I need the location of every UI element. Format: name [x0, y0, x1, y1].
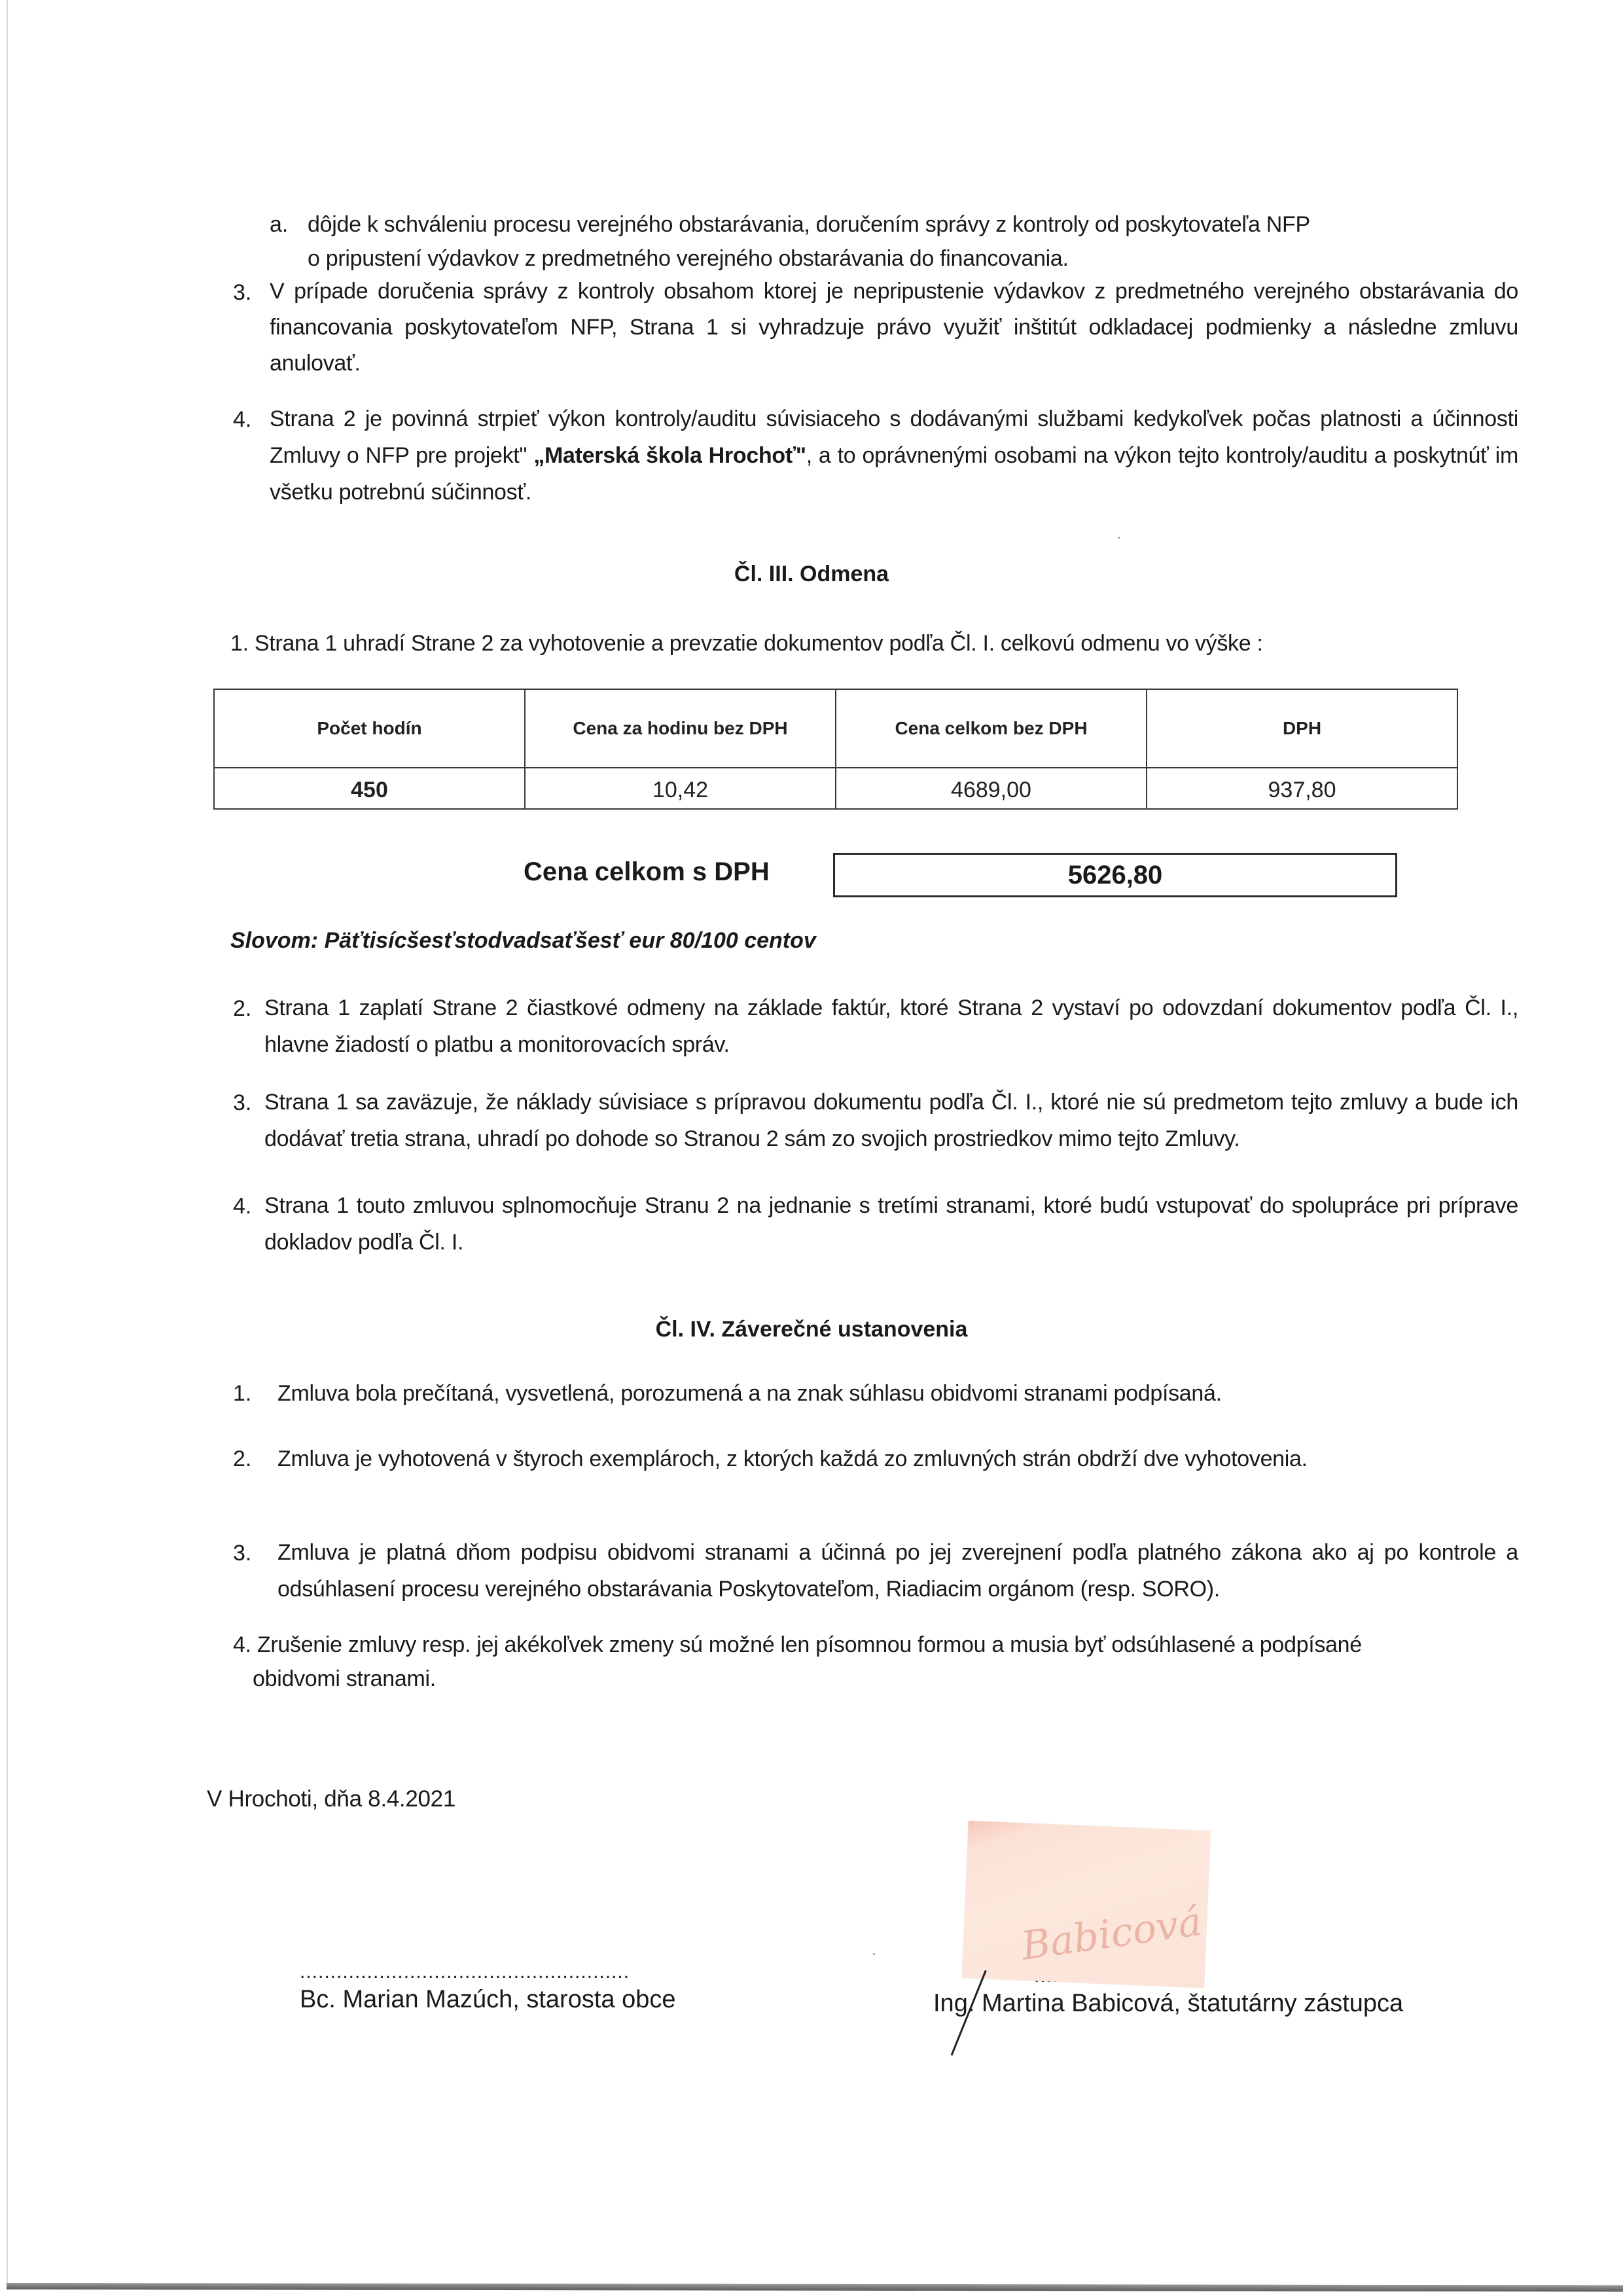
article4-heading: Čl. IV. Záverečné ustanovenia	[655, 1317, 968, 1342]
article3-heading: Čl. III. Odmena	[734, 562, 889, 586]
header-total-without-vat: Cena celkom bez DPH	[836, 689, 1147, 768]
scan-speck	[873, 1953, 875, 1955]
scan-speck	[1118, 537, 1120, 539]
article3-item4-text: Strana 1 touto zmluvou splnomocňuje Stranu 2 na jednanie s tretími stranami, ktoré budú vstupovať do spolupráce pri príprave dokladov podľa Čl. I.	[264, 1193, 1518, 1255]
article4-item3-text: Zmluva je platná dňom podpisu obidvomi stranami a účinná po jej zverejnení podľa platného zákona ako aj po kontrole a odsúhlasení procesu verejného obstarávania Poskytovateľom, Riadiacim orgánom (resp. SORO).	[277, 1540, 1518, 1602]
right-signatory-name: Ing. Martina Babicová, štatutárny zástupca	[933, 1990, 1404, 2017]
item4-text-before: Strana 2 je povinná strpieť výkon kontroly/auditu súvisiaceho s dodávanými službami kedykoľvek počas platnosti a účinnosti Zmluvy o NFP pre projekt"	[270, 406, 1518, 468]
price-table-header-row	[214, 689, 1457, 768]
article4-item1-text: Zmluva bola prečítaná, vysvetlená, porozumená a na znak súhlasu obidvomi stranami podpísaná.	[277, 1381, 1222, 1406]
list-marker-a: a.	[270, 212, 289, 237]
header-hours: Počet hodín	[214, 689, 525, 768]
handwritten-signature: Babicová	[1018, 1899, 1205, 1969]
list-marker-3: 3.	[233, 1541, 252, 1566]
article4-item4-line2: obidvomi stranami.	[253, 1666, 436, 1691]
total-with-vat-label: Cena celkom s DPH	[524, 857, 770, 886]
header-vat: DPH	[1147, 689, 1457, 768]
item4-text-after: , a to oprávnenými osobami na výkon tejto kontroly/auditu a poskytnúť im všetku potrebnú súčinnosť.	[270, 443, 1518, 505]
value-total-without-vat: 4689,00	[836, 768, 1147, 809]
article3-item2-text: Strana 1 zaplatí Strane 2 čiastkové odmeny na základe faktúr, ktoré Strana 2 vystaví po odovzdaní dokumentov podľa Čl. I., hlavne žiadostí o platbu a monitorovacích správ.	[264, 996, 1518, 1057]
value-hours: 450	[214, 768, 525, 809]
list-marker-1: 1.	[233, 1381, 252, 1406]
list-marker-3: 3.	[233, 280, 252, 305]
price-table	[213, 689, 1458, 810]
list-marker-4: 4.	[233, 407, 252, 432]
article3-item1: 1. Strana 1 uhradí Strane 2 za vyhotovenie a prevzatie dokumentov podľa Čl. I. celkovú odmenu vo výške :	[230, 631, 1263, 656]
amount-in-words: Slovom: Päťtisícšesťstodvadsaťšesť eur 80/100 centov	[230, 928, 816, 953]
value-price-per-hour: 10,42	[525, 768, 836, 809]
left-signatory-name: Bc. Marian Mazúch, starosta obce	[300, 1986, 676, 2013]
signature-line-left: ......................................................	[300, 1961, 630, 1982]
scan-left-edge	[7, 0, 8, 2286]
article3-item3-text: Strana 1 sa zaväzuje, že náklady súvisiace s prípravou dokumentu podľa Čl. I., ktoré nie sú predmetom tejto zmluvy a bude ich dodávať tretia strana, uhradí po dohode so Stranou 2 sám zo svojich prostriedkov mimo tejto Zmluvy.	[264, 1090, 1518, 1151]
place-and-date: V Hrochoti, dňa 8.4.2021	[207, 1786, 456, 1812]
project-name: „Materská škola Hrochoť"	[533, 443, 806, 468]
total-with-vat-value: 5626,80	[833, 853, 1397, 897]
header-price-per-hour: Cena za hodinu bez DPH	[525, 689, 836, 768]
scan-bottom-edge-shadow	[7, 2283, 1623, 2291]
article4-item4-line1: 4. Zrušenie zmluvy resp. jej akékoľvek zmeny sú možné len písomnou formou a musia byť odsúhlasené a podpísané	[233, 1632, 1362, 1657]
price-table-values-row	[214, 768, 1457, 809]
value-vat: 937,80	[1147, 768, 1457, 809]
item-a-line1: dôjde k schváleniu procesu verejného obstarávania, doručením správy z kontroly od poskytovateľa NFP	[308, 212, 1310, 237]
list-marker-2: 2.	[233, 996, 252, 1021]
list-marker-3: 3.	[233, 1090, 252, 1115]
section2-item4-text	[270, 401, 1518, 511]
list-marker-4: 4.	[233, 1194, 252, 1219]
section2-item3-text: V prípade doručenia správy z kontroly obsahom ktorej je nepripustenie výdavkov z predmetného verejného obstarávania do financovania poskytovateľom NFP, Strana 1 si vyhradzuje právo využiť inštitút odkladacej podmienky a následne zmluvu anulovať.	[270, 279, 1518, 376]
article4-item2-text: Zmluva je vyhotovená v štyroch exemplároch, z ktorých každá zo zmluvných strán obdrží dve vyhotovenia.	[277, 1446, 1308, 1471]
list-marker-2: 2.	[233, 1446, 252, 1471]
item-a-line2: o pripustení výdavkov z predmetného verejného obstarávania do financovania.	[308, 246, 1069, 271]
